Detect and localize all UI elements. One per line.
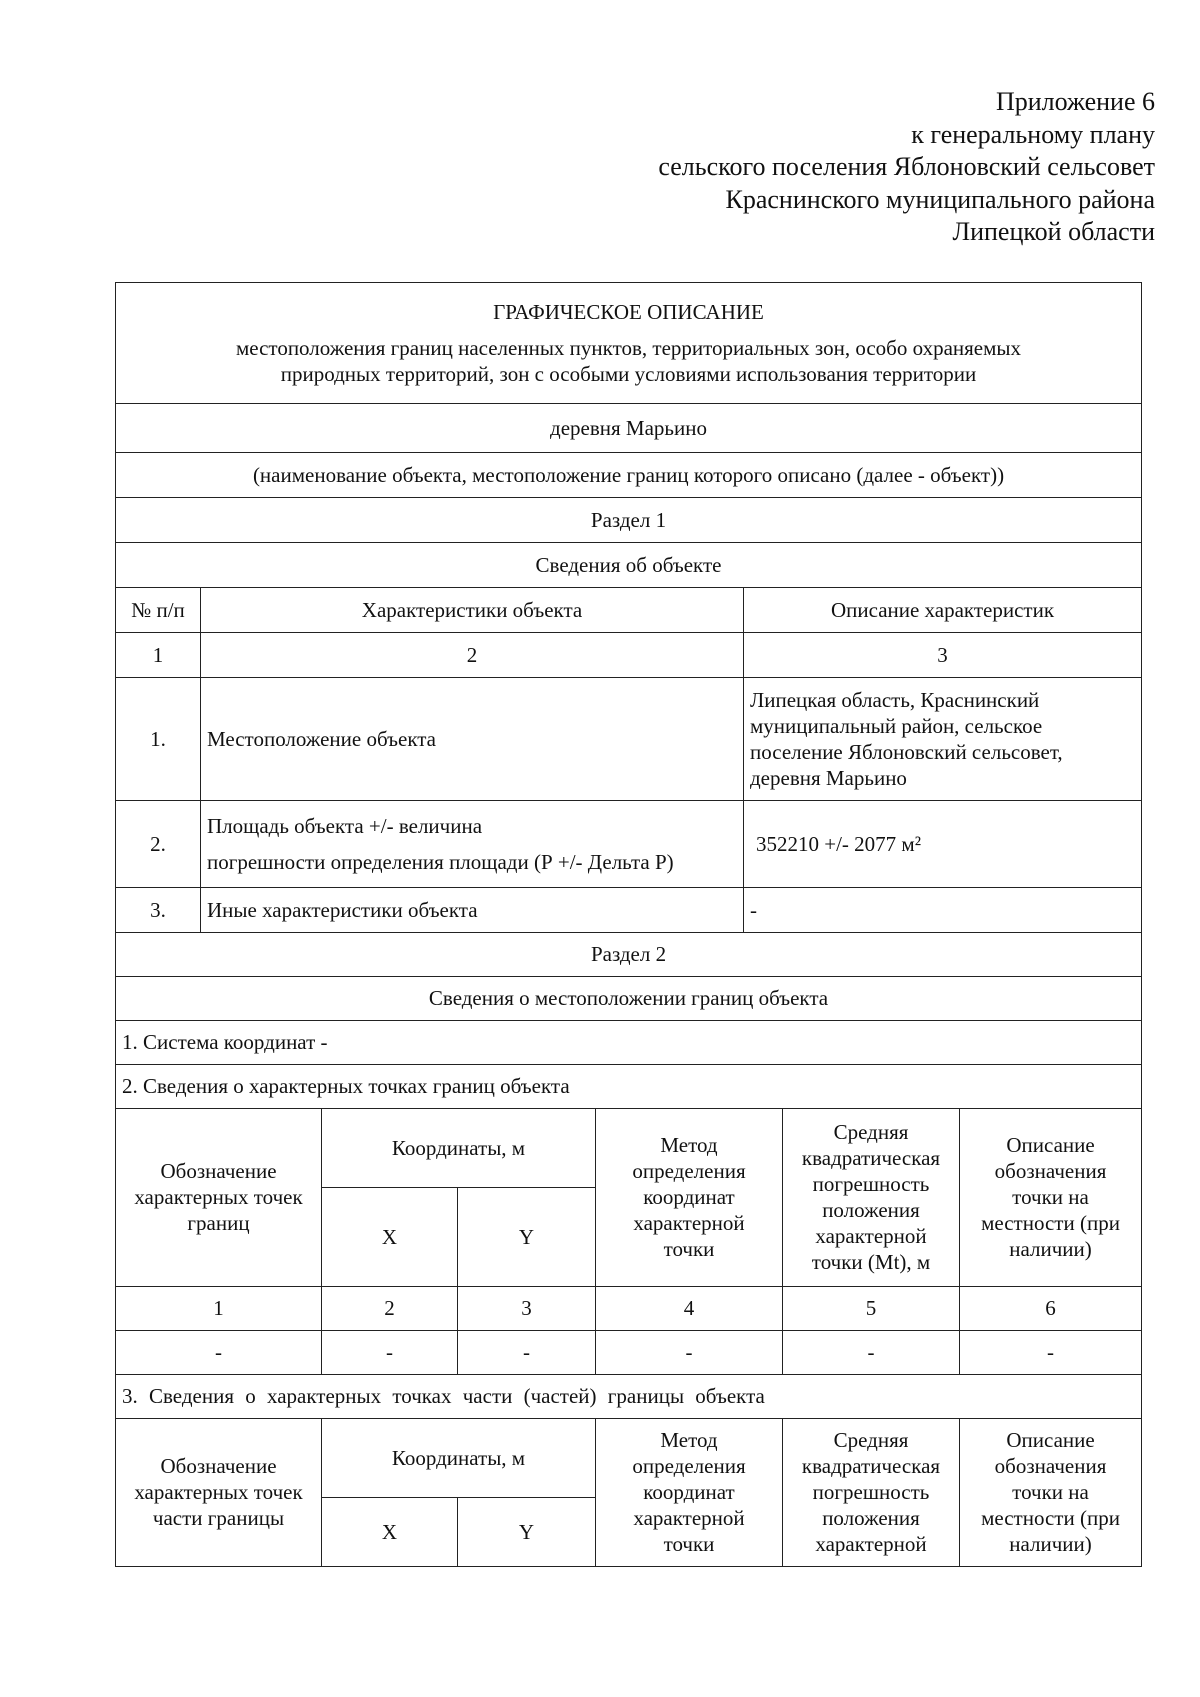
method-line-5: точки bbox=[663, 1237, 715, 1261]
points-col-number-1: 1 bbox=[116, 1286, 322, 1330]
appendix-line-1: Приложение 6 bbox=[995, 87, 1155, 116]
row-characteristic: Иные характеристики объекта bbox=[201, 888, 744, 933]
column-number-3: 3 bbox=[744, 633, 1142, 678]
error-line-3: погрешность bbox=[812, 1172, 930, 1196]
section2-table bbox=[115, 932, 1142, 1567]
parts-method-line-3: координат bbox=[643, 1480, 735, 1504]
parts-desc-line-1: Описание bbox=[1006, 1428, 1095, 1452]
section2-subtitle: Сведения о местоположении границ объекта bbox=[116, 976, 1142, 1020]
points-col-number-5: 5 bbox=[783, 1286, 960, 1330]
document-title-cell bbox=[116, 283, 1142, 404]
points-cell: - bbox=[116, 1330, 322, 1374]
desc-line-1: Описание bbox=[1006, 1133, 1095, 1157]
appendix-line-4: Краснинского муниципального района bbox=[725, 184, 1155, 214]
table-row bbox=[116, 888, 1142, 933]
points-title: 2. Сведения о характерных точках границ объекта bbox=[116, 1064, 1142, 1108]
parts-desc-line-5: наличии) bbox=[1009, 1532, 1092, 1556]
parts-col-y: Y bbox=[458, 1497, 596, 1566]
points-col-number-3: 3 bbox=[458, 1286, 596, 1330]
points-cell: - bbox=[322, 1330, 458, 1374]
points-col-coordinates: Координаты, м bbox=[322, 1108, 596, 1187]
table-row bbox=[116, 678, 1142, 801]
desc-line-2: обозначения bbox=[994, 1159, 1107, 1183]
parts-designation-line-3: части границы bbox=[152, 1506, 285, 1530]
location-line-2: муниципальный район, сельское bbox=[750, 714, 1043, 738]
designation-line-3: границ bbox=[187, 1211, 250, 1235]
parts-method-line-5: точки bbox=[663, 1532, 715, 1556]
object-name: деревня Марьино bbox=[116, 404, 1142, 453]
parts-col-method bbox=[596, 1418, 783, 1566]
points-col-error bbox=[783, 1108, 960, 1286]
object-caption: (наименование объекта, местоположение границ которого описано (далее - объект)) bbox=[116, 453, 1142, 498]
parts-desc-line-3: точки на bbox=[1012, 1480, 1089, 1504]
area-label-line-2: погрешности определения площади (Р +/- Дельта Р) bbox=[207, 850, 674, 874]
method-line-4: характерной bbox=[633, 1211, 745, 1235]
points-col-designation bbox=[116, 1108, 322, 1286]
coordinate-system: 1. Система координат - bbox=[116, 1020, 1142, 1064]
points-cell: - bbox=[783, 1330, 960, 1374]
points-cell: - bbox=[596, 1330, 783, 1374]
error-line-1: Средняя bbox=[833, 1120, 909, 1144]
location-line-1: Липецкая область, Краснинский bbox=[750, 688, 1040, 712]
area-value: 352210 +/- 2077 м² bbox=[744, 801, 1142, 888]
points-col-number-6: 6 bbox=[960, 1286, 1142, 1330]
parts-col-error bbox=[783, 1418, 960, 1566]
parts-designation-line-1: Обозначение bbox=[160, 1454, 277, 1478]
parts-error-line-4: положения bbox=[822, 1506, 920, 1530]
parts-desc-line-2: обозначения bbox=[994, 1454, 1107, 1478]
points-col-number-2: 2 bbox=[322, 1286, 458, 1330]
parts-method-line-4: характерной bbox=[633, 1506, 745, 1530]
document-subtitle-line-1: местоположения границ населенных пунктов, территориальных зон, особо охраняемых bbox=[235, 336, 1022, 360]
method-line-2: определения bbox=[632, 1159, 746, 1183]
error-line-5: характерной bbox=[815, 1224, 927, 1248]
table-row bbox=[116, 1330, 1142, 1374]
points-cell: - bbox=[960, 1330, 1142, 1374]
location-line-3: поселение Яблоновский сельсовет, bbox=[750, 740, 1063, 764]
document-subtitle-line-2: природных территорий, зон с особыми условиями использования территории bbox=[280, 362, 977, 386]
column-number-1: 1 bbox=[116, 633, 201, 678]
desc-line-5: наличии) bbox=[1009, 1237, 1092, 1261]
parts-col-description bbox=[960, 1418, 1142, 1566]
document-title: ГРАФИЧЕСКОЕ ОПИСАНИЕ bbox=[493, 300, 764, 324]
parts-title: 3. Сведения о характерных точках части (частей) границы объекта bbox=[116, 1374, 1142, 1418]
points-col-number-4: 4 bbox=[596, 1286, 783, 1330]
section1-table bbox=[115, 282, 1142, 933]
appendix-line-5: Липецкой области bbox=[952, 217, 1155, 246]
parts-desc-line-4: местности (при bbox=[981, 1506, 1120, 1530]
parts-error-line-2: квадратическая bbox=[801, 1454, 941, 1478]
row-description: - bbox=[744, 888, 1142, 933]
method-line-1: Метод bbox=[660, 1133, 718, 1157]
designation-line-1: Обозначение bbox=[160, 1159, 277, 1183]
points-col-x: X bbox=[322, 1187, 458, 1286]
row-characteristic: Местоположение объекта bbox=[201, 678, 744, 801]
parts-error-line-3: погрешность bbox=[812, 1480, 930, 1504]
section1-title: Раздел 1 bbox=[116, 498, 1142, 543]
row-number: 2. bbox=[116, 801, 201, 888]
column-header-description: Описание характеристик bbox=[744, 588, 1142, 633]
designation-line-2: характерных точек bbox=[134, 1185, 303, 1209]
location-line-4: деревня Марьино bbox=[750, 766, 907, 790]
appendix-line-3: сельского поселения Яблоновский сельсовет bbox=[658, 152, 1155, 181]
section1-subtitle: Сведения об объекте bbox=[116, 543, 1142, 588]
column-header-number: № п/п bbox=[116, 588, 201, 633]
desc-line-3: точки на bbox=[1012, 1185, 1089, 1209]
error-line-4: положения bbox=[822, 1198, 920, 1222]
parts-col-x: X bbox=[322, 1497, 458, 1566]
parts-col-coordinates: Координаты, м bbox=[322, 1418, 596, 1497]
row-number: 1. bbox=[116, 678, 201, 801]
parts-method-line-1: Метод bbox=[660, 1428, 718, 1452]
error-line-2: квадратическая bbox=[801, 1146, 941, 1170]
parts-col-designation bbox=[116, 1418, 322, 1566]
appendix-header bbox=[658, 86, 1155, 249]
points-cell: - bbox=[458, 1330, 596, 1374]
desc-line-4: местности (при bbox=[981, 1211, 1120, 1235]
parts-error-line-1: Средняя bbox=[833, 1428, 909, 1452]
parts-designation-line-2: характерных точек bbox=[134, 1480, 303, 1504]
points-col-description bbox=[960, 1108, 1142, 1286]
row-number: 3. bbox=[116, 888, 201, 933]
area-label-line-1: Площадь объекта +/- величина bbox=[207, 814, 483, 838]
column-number-2: 2 bbox=[201, 633, 744, 678]
row-characteristic bbox=[201, 801, 744, 888]
points-col-y: Y bbox=[458, 1187, 596, 1286]
parts-error-line-5: характерной bbox=[815, 1532, 927, 1556]
parts-method-line-2: определения bbox=[632, 1454, 746, 1478]
row-description bbox=[744, 678, 1142, 801]
points-col-method bbox=[596, 1108, 783, 1286]
error-line-6: точки (Mt), м bbox=[811, 1250, 931, 1274]
method-line-3: координат bbox=[643, 1185, 735, 1209]
table-row bbox=[116, 801, 1142, 888]
section2-title: Раздел 2 bbox=[116, 932, 1142, 976]
column-header-characteristics: Характеристики объекта bbox=[201, 588, 744, 633]
appendix-line-2: к генеральному плану bbox=[911, 119, 1155, 149]
graphic-description-document bbox=[115, 282, 1141, 1567]
